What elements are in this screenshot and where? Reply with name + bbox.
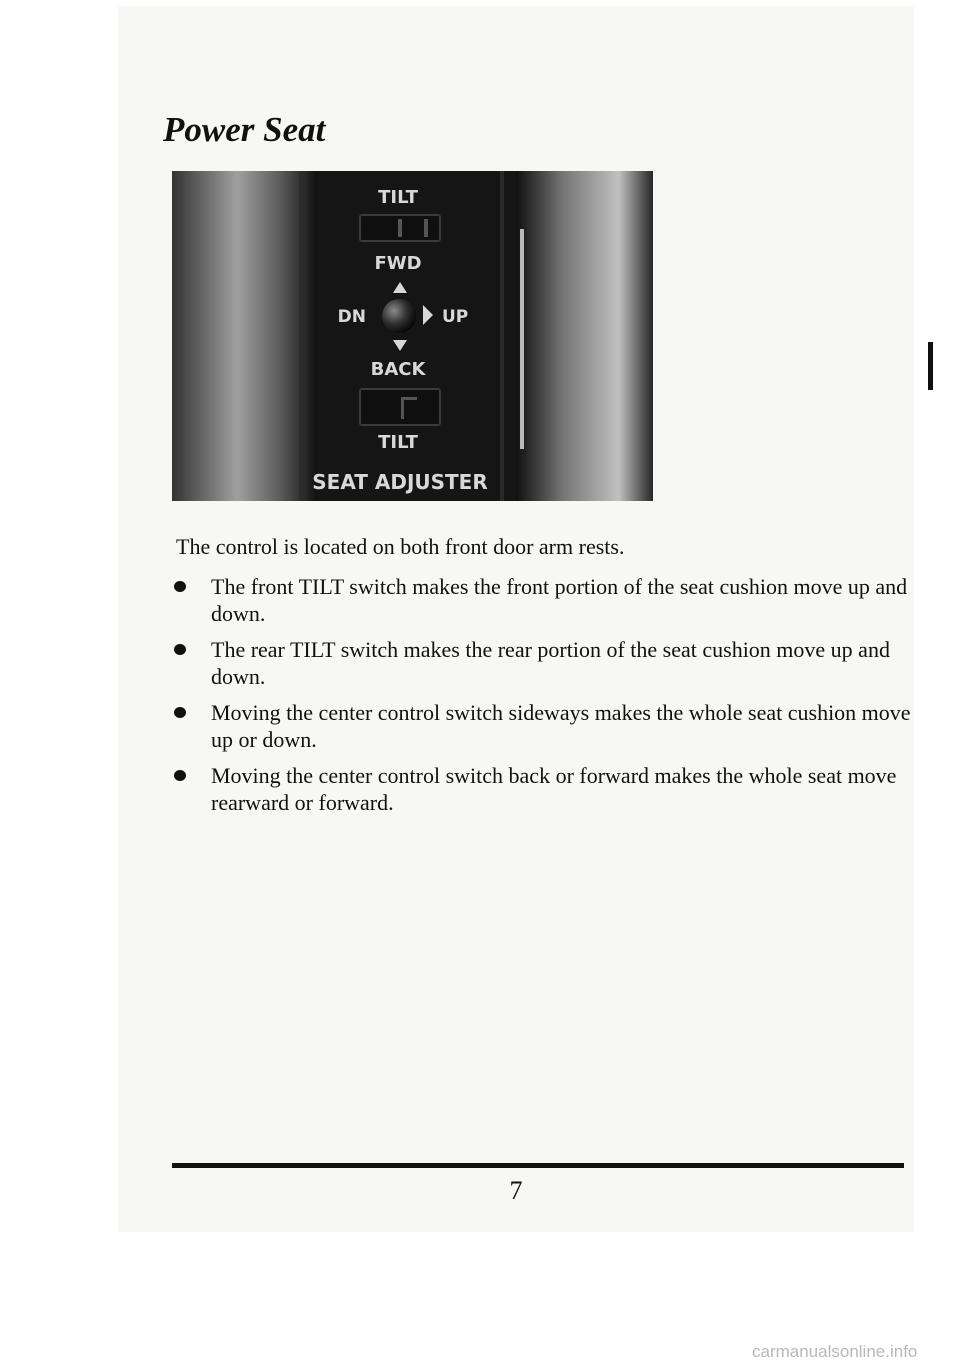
watermark-text: carmanualsonline.info — [752, 1342, 918, 1361]
page-number: 7 — [509, 1176, 523, 1205]
list-item-text: Moving the center control switch back or forward makes the whole seat move rearward or forward. — [211, 763, 897, 815]
list-item-text: The rear TILT switch makes the rear portion of the seat cushion move up and down. — [211, 637, 890, 689]
fwd-label: FWD — [374, 253, 422, 274]
panel-highlight — [520, 229, 524, 449]
up-label: UP — [442, 307, 469, 327]
list-item-text: Moving the center control switch sideways makes the whole seat cushion move up or down. — [211, 700, 911, 752]
instruction-list — [172, 573, 912, 825]
front-tilt-switch-center — [398, 219, 402, 237]
panel-seam-left — [299, 171, 304, 501]
seat-adjuster-label: SEAT ADJUSTER — [312, 470, 488, 494]
seat-control-photo — [172, 171, 653, 501]
rear-tilt-switch — [360, 389, 440, 425]
tilt-bottom-label: TILT — [378, 432, 418, 453]
panel-seam-right — [500, 171, 504, 501]
bullet-dot-icon — [174, 770, 186, 781]
back-label: BACK — [370, 359, 426, 380]
bullet-dot-icon — [174, 581, 186, 592]
list-item — [172, 699, 912, 753]
footer-rule — [172, 1163, 904, 1168]
left-door-trim — [172, 171, 317, 501]
right-door-trim — [516, 171, 653, 501]
tilt-top-label: TILT — [378, 187, 418, 208]
list-item — [172, 573, 912, 627]
front-tilt-switch-edge — [424, 219, 428, 237]
bullet-dot-icon — [174, 707, 186, 718]
page-title: Power Seat — [163, 110, 326, 149]
margin-change-bar — [928, 342, 933, 390]
bullet-dot-icon — [174, 644, 186, 655]
center-control-knob — [382, 299, 416, 333]
list-item-text: The front TILT switch makes the front portion of the seat cushion move up and down. — [211, 574, 908, 626]
intro-paragraph: The control is located on both front door arm rests. — [176, 534, 625, 559]
dn-label: DN — [337, 307, 366, 327]
list-item — [172, 762, 912, 816]
list-item — [172, 636, 912, 690]
seat-adjuster-illustration — [172, 171, 653, 501]
rear-tilt-switch-stem — [401, 397, 404, 419]
